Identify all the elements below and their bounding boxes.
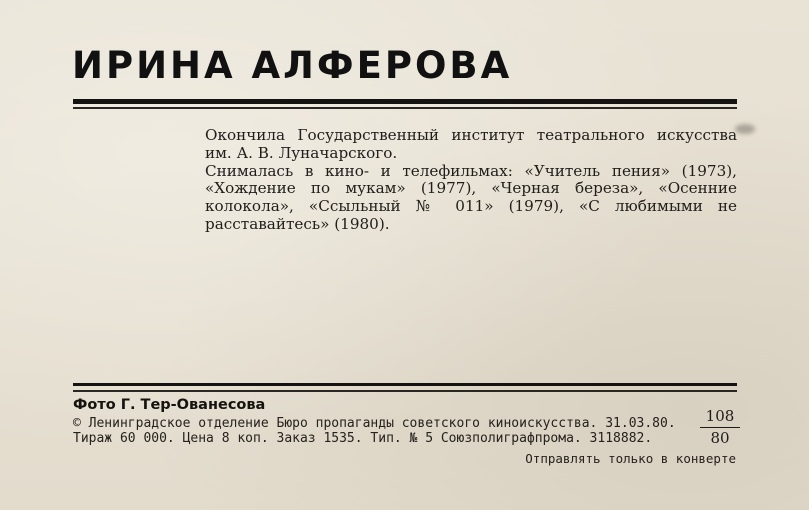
- photo-credit: Фото Г. Тер-Ованесова: [73, 397, 266, 413]
- actress-name: ИРИНА АЛФЕРОВА: [72, 44, 513, 87]
- envelope-note: Отправлять только в конверте: [525, 451, 736, 466]
- imprint-line-2: Тираж 60 000. Цена 8 коп. Заказ 1535. Тип. № 5 Союзполиграфпрома. 3118882.: [73, 431, 653, 446]
- top-rule-thick: [73, 99, 737, 104]
- bottom-rule-thick: [73, 383, 737, 386]
- fraction-bar: [700, 427, 740, 428]
- imprint-line-1: © Ленинградское отделение Бюро пропаганды советского киноискусства. 31.03.80.: [73, 416, 676, 431]
- top-rule-thin: [73, 107, 737, 109]
- bio-education: Окончила Государственный институт театрального искусства им. А. В. Луначарского.: [205, 126, 737, 162]
- fraction-numerator: 108: [705, 407, 735, 425]
- publisher-imprint: [73, 416, 676, 446]
- biography: [205, 127, 737, 234]
- catalog-fraction: [700, 408, 740, 447]
- bottom-rule-thin: [73, 390, 737, 392]
- fraction-denominator: 80: [710, 429, 730, 447]
- ink-smudge: [735, 124, 755, 134]
- bio-filmography: Снималась в кино- и телефильмах: «Учитель пения» (1973), «Хождение по мукам» (1977), «Черная береза», «Осенние колокола», «Ссыльный № 011» (1979), «С любимыми не расставайтесь» (1980).: [205, 161, 737, 233]
